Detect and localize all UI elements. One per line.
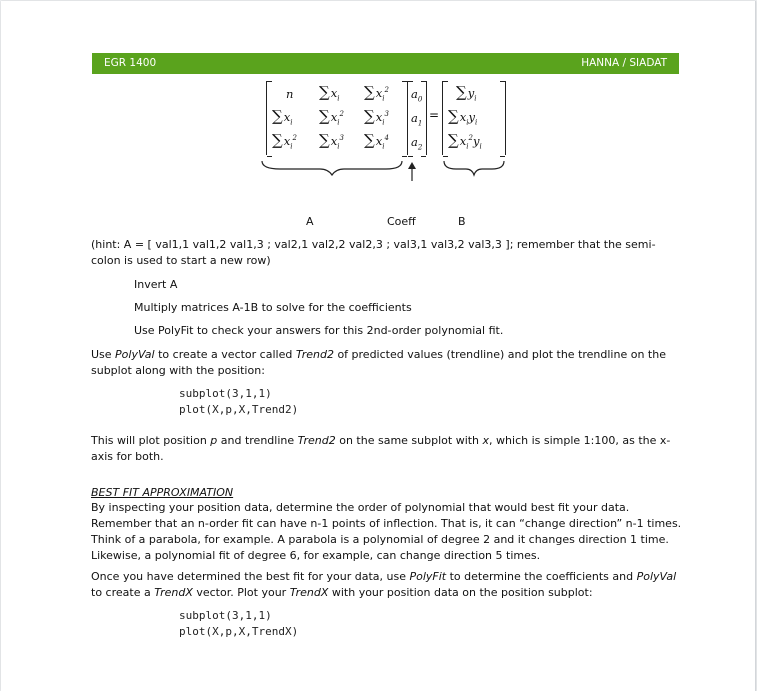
step-invert: Invert A bbox=[134, 278, 178, 291]
code-line: subplot(3,1,1) bbox=[179, 609, 272, 622]
brace-arrows bbox=[260, 159, 510, 189]
author-names: HANNA / SIADAT bbox=[581, 57, 667, 69]
document-page: EGR 1400 HANNA / SIADAT n $\sum x_i$ $\sum x_i^2$ $\sum x_i$ $\sum x_i^2$ $\sum x_i^3$ $\sum x_i^2$ $\sum x_i^3$ $\sum x_i^4$ $a_0$ $a_1$ $a_2$ = $\sum y_i$ $\sum x_iy_i$ $\sum x_i^2y_i$ A Coeff B (hint: A = [ val1,1 val1,2 val1,3 ; val2,1 val2,2 val2,3 ; val3,1 val3,2 val3,3 ]; remember that the semi-colon is used to start a new row) Invert A Multiply matrices A-1B to solve for the coefficients Use PolyFit to check your answers for this 2nd-order polynomial fit. Use PolyVal to create a vector called Trend2 of predicted values (trendline) and plot the trendline on the subplot along with the position: subplot(3,1,1) plot(X,p,X,Trend2) This will plot position p and trendline Trend2 on the same subplot with x, which is simple 1:100, as the x-axis for both. BEST FIT APPROXIMATION By inspecting your position data, determine the order of polynomial that would best fit your data. Remember that an n-order fit can have n-1 points of inflection. That is, it can “change direction” n-1 times. Think of a parabola, for example. A parabola is a polynomial of degree 2 and it changes direction 1 time. Likewise, a polynomial fit of degree 6, for example, can change direction 5 times. Once you have determined the best fit for your data, use PolyFit to determine the coefficients and PolyVal to create a TrendX vector. Plot your TrendX with your position data on the position subplot: subplot(3,1,1) plot(X,p,X,TrendX) bbox=[1, 1, 756, 691]
code-block-1 bbox=[179, 386, 298, 418]
step-multiply: Multiply matrices A-1B to solve for the coefficients bbox=[134, 301, 412, 314]
section-heading: BEST FIT APPROXIMATION bbox=[91, 486, 234, 499]
label-a: A bbox=[306, 215, 314, 228]
explain-paragraph: This will plot position p and trendline Trend2 on the same subplot with x, which is simple 1:100, as the x-axis for both. bbox=[91, 434, 671, 463]
step-polyfit: Use PolyFit to check your answers for this 2nd-order polynomial fit. bbox=[134, 324, 504, 337]
hint-text: (hint: A = [ val1,1 val1,2 val1,3 ; val2,1 val2,2 val2,3 ; val3,1 val3,2 val3,3 ]; remember that the semi-colon is used to start a new row) bbox=[91, 238, 656, 267]
course-code: EGR 1400 bbox=[104, 57, 157, 69]
code-line: subplot(3,1,1) bbox=[179, 387, 272, 400]
label-b: B bbox=[458, 215, 466, 228]
polyval-paragraph: Use PolyVal to create a vector called Trend2 of predicted values (trendline) and plot the trendline on the subplot along with the position: bbox=[91, 348, 666, 377]
label-coeff: Coeff bbox=[387, 215, 416, 228]
code-line: plot(X,p,X,TrendX) bbox=[179, 625, 299, 638]
final-paragraph: Once you have determined the best fit for your data, use PolyFit to determine the coefficients and PolyVal to create a TrendX vector. Plot your TrendX with your position data on the position subplot: bbox=[91, 570, 677, 599]
page-header bbox=[92, 53, 679, 74]
section-body: By inspecting your position data, determine the order of polynomial that would best fit your data. Remember that an n-order fit can have n-1 points of inflection. That is, it can “change direction” n-1 times. Think of a parabola, for example. A parabola is a polynomial of degree 2 and it changes direction 1 time. Likewise, a polynomial fit of degree 6, for example, can change direction 5 times. bbox=[91, 501, 682, 562]
code-line: plot(X,p,X,Trend2) bbox=[179, 403, 299, 416]
code-block-2 bbox=[179, 608, 298, 640]
